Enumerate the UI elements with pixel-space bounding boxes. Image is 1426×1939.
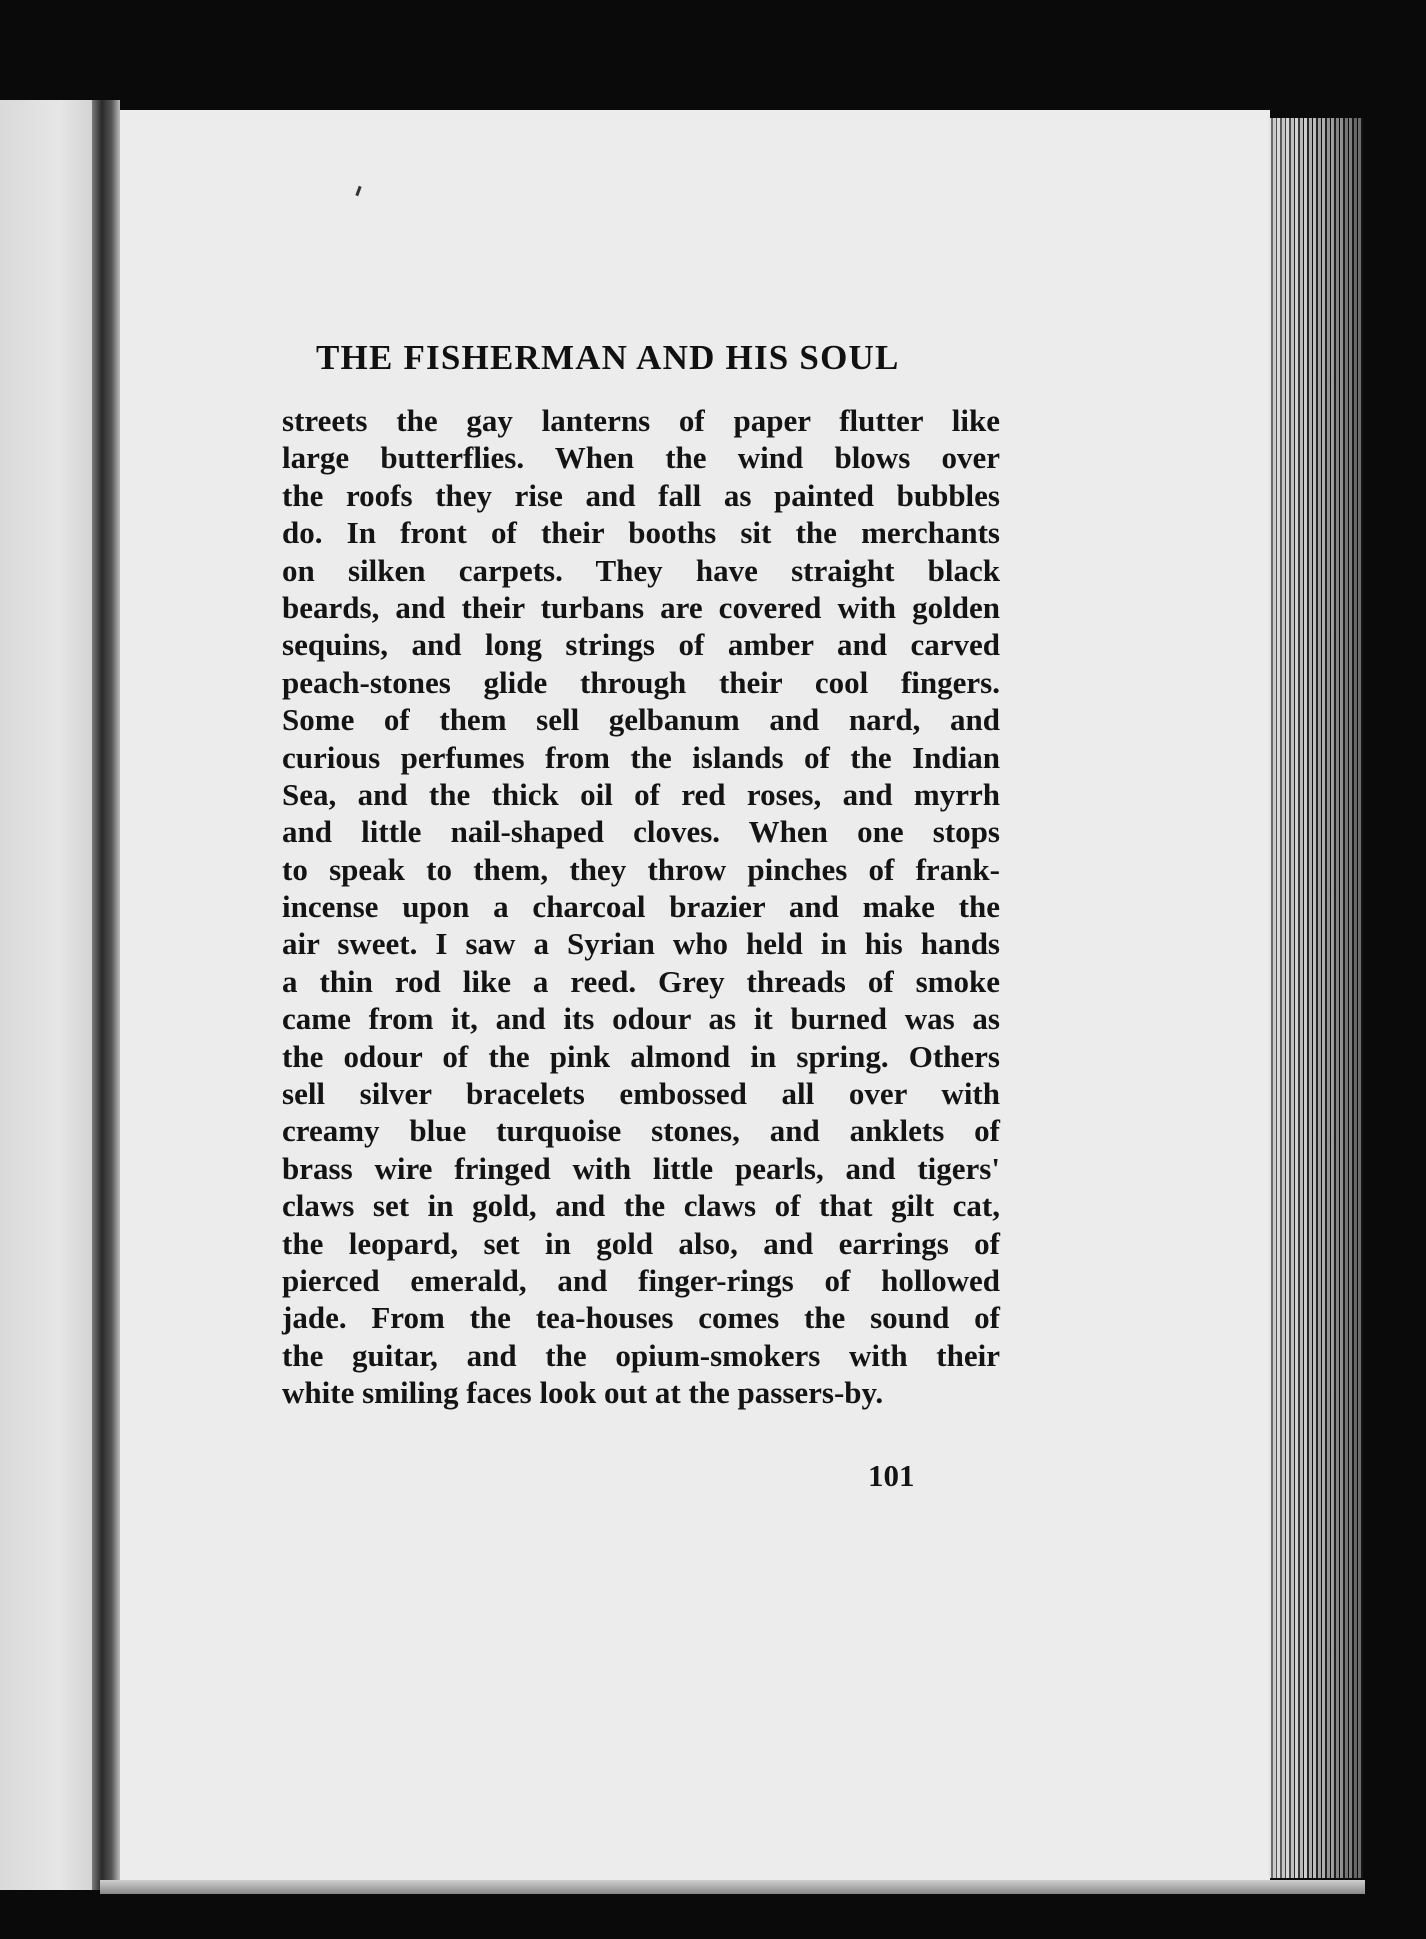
text-line: beards, and their turbans are covered with golden [282,589,1000,625]
text-line: peach-stones glide through their cool fingers. [282,664,1000,700]
text-line: large butterflies. When the wind blows over [282,440,1000,476]
text-line: brass wire fringed with little pearls, and tigers' [282,1150,1000,1186]
text-line: on silken carpets. They have straight black [282,552,1000,588]
text-line: to speak to them, they throw pinches of frank- [282,851,1000,887]
text-line: claws set in gold, and the claws of that gilt cat, [282,1188,1000,1224]
page-number: 101 [868,1458,915,1493]
body-text [282,402,1000,1412]
page-bottom-edge [100,1880,1365,1894]
text-line: and little nail-shaped cloves. When one stops [282,814,1000,850]
text-line: curious perfumes from the islands of the Indian [282,739,1000,775]
text-line: pierced emerald, and finger-rings of hollowed [282,1262,1000,1298]
running-head: THE FISHERMAN AND HIS SOUL [316,338,900,377]
page-fore-edge-shading [1268,118,1363,1878]
text-line: do. In front of their booths sit the merchants [282,515,1000,551]
text-line: Sea, and the thick oil of red roses, and myrrh [282,776,1000,812]
text-line: the guitar, and the opium-smokers with their [282,1337,1000,1373]
text-line: the leopard, set in gold also, and earrings of [282,1225,1000,1261]
text-line: white smiling faces look out at the passers-by. [282,1375,884,1411]
text-line: Some of them sell gelbanum and nard, and [282,702,1000,738]
text-line: came from it, and its odour as it burned was as [282,1001,1000,1037]
book-gutter [92,100,120,1890]
facing-page-edge [0,100,100,1890]
text-line: a thin rod like a reed. Grey threads of smoke [282,963,1000,999]
text-line: sell silver bracelets embossed all over with [282,1076,1000,1112]
text-line: incense upon a charcoal brazier and make the [282,889,1000,925]
text-line: streets the gay lanterns of paper flutter like [282,403,1000,438]
text-line: the roofs they rise and fall as painted bubbles [282,477,1000,513]
text-line: air sweet. I saw a Syrian who held in his hands [282,926,1000,962]
text-line: jade. From the tea-houses comes the sound of [282,1300,1000,1336]
text-line: sequins, and long strings of amber and carved [282,627,1000,663]
text-line: creamy blue turquoise stones, and anklets of [282,1113,1000,1149]
text-line: the odour of the pink almond in spring. Others [282,1038,1000,1074]
